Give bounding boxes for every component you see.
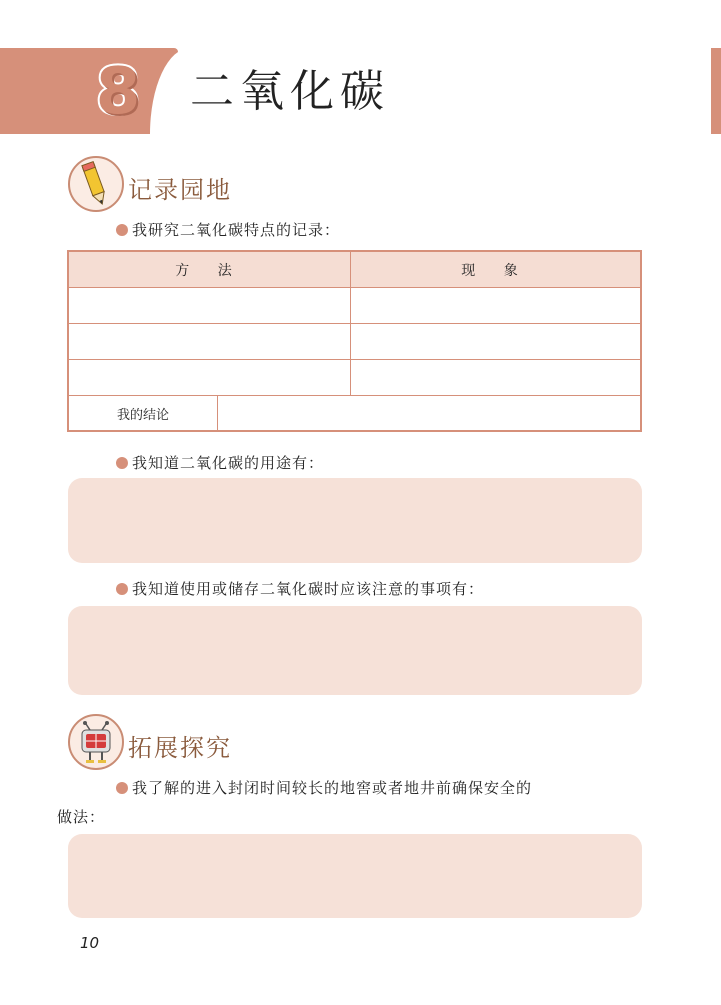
record-section-title: 记录园地 bbox=[128, 176, 232, 204]
bullet-dot bbox=[116, 224, 128, 236]
page-edge-tab bbox=[711, 48, 721, 134]
table-row bbox=[68, 324, 641, 360]
chapter-title: 二氧化碳 bbox=[190, 66, 390, 117]
table-row bbox=[68, 288, 641, 324]
pencil-icon bbox=[68, 156, 124, 212]
conclusion-cell[interactable] bbox=[218, 396, 642, 432]
method-header: 方 法 bbox=[68, 251, 351, 288]
extend-section-title: 拓展探究 bbox=[128, 734, 232, 762]
bullet-dot bbox=[116, 782, 128, 794]
record-prompt: 我研究二氧化碳特点的记录： bbox=[116, 219, 340, 240]
extend-prompt-line2: 做法： bbox=[57, 808, 106, 826]
phenomenon-header: 现 象 bbox=[351, 251, 642, 288]
bullet-dot bbox=[116, 583, 128, 595]
record-table bbox=[67, 250, 642, 432]
bullet-dot bbox=[116, 457, 128, 469]
page-number: 10 bbox=[80, 934, 100, 952]
caution-answer-box[interactable] bbox=[68, 606, 642, 695]
robot-icon bbox=[68, 714, 124, 770]
method-cell[interactable] bbox=[68, 288, 351, 324]
method-cell[interactable] bbox=[68, 324, 351, 360]
table-row bbox=[68, 360, 641, 396]
extend-prompt-line1: 我了解的进入封闭时间较长的地窖或者地井前确保安全的 bbox=[116, 777, 532, 798]
phenomenon-cell[interactable] bbox=[351, 324, 642, 360]
phenomenon-cell[interactable] bbox=[351, 288, 642, 324]
method-cell[interactable] bbox=[68, 360, 351, 396]
phenomenon-cell[interactable] bbox=[351, 360, 642, 396]
conclusion-row bbox=[68, 396, 641, 432]
caution-prompt: 我知道使用或储存二氧化碳时应该注意的事项有： bbox=[116, 578, 484, 599]
uses-answer-box[interactable] bbox=[68, 478, 642, 563]
chapter-number: 8 bbox=[95, 55, 141, 129]
extend-answer-box[interactable] bbox=[68, 834, 642, 918]
uses-prompt: 我知道二氧化碳的用途有： bbox=[116, 452, 324, 473]
conclusion-label: 我的结论 bbox=[68, 396, 218, 432]
